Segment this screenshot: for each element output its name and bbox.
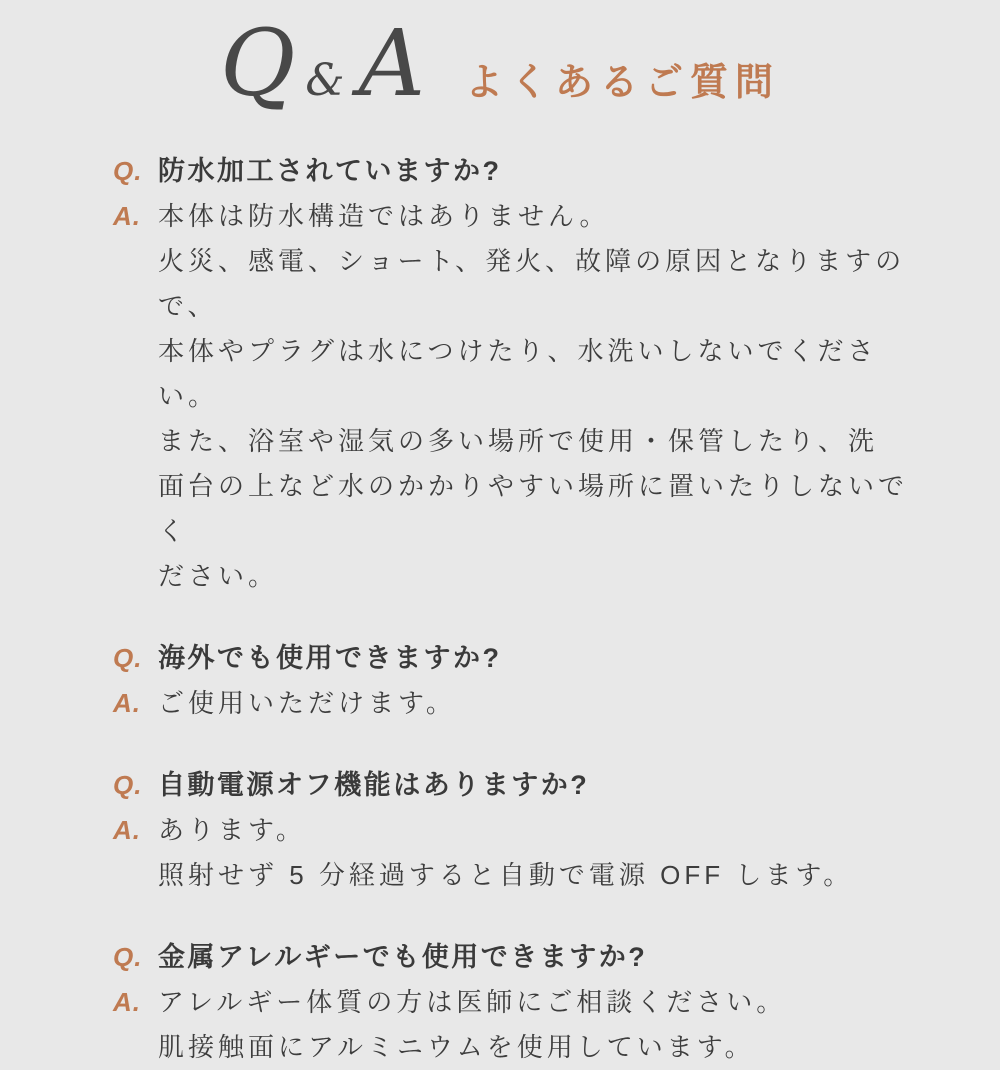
question-row — [113, 935, 930, 980]
question-text: 金属アレルギーでも使用できますか? — [158, 941, 648, 972]
qa-script-title — [219, 10, 430, 117]
answer-line: ださい。 — [158, 560, 279, 591]
answer-lines — [158, 808, 930, 898]
script-ampersand: & — [305, 55, 349, 106]
faq-list — [0, 149, 1000, 1070]
script-letter-q: Q — [219, 10, 300, 117]
question-label: Q. — [113, 642, 143, 673]
answer-row — [113, 980, 930, 1070]
answer-line: 火災、感電、ショート、発火、故障の原因となりますので、 — [158, 245, 906, 321]
answer-line: 肌接触面にアルミニウムを使用しています。 — [158, 1031, 755, 1062]
answer-row — [113, 808, 930, 898]
faq-item — [113, 636, 930, 726]
question-row — [113, 763, 930, 808]
question-row — [113, 636, 930, 681]
answer-row — [113, 681, 930, 726]
answer-line: 面台の上など水のかかりやすい場所に置いたりしないでく — [158, 470, 909, 546]
answer-line: 本体やプラグは水につけたり、水洗いしないでください。 — [158, 335, 878, 411]
section-title: よくあるご質問 — [465, 62, 781, 104]
faq-item — [113, 763, 930, 898]
answer-label: A. — [113, 814, 141, 845]
script-letter-a: A — [358, 10, 430, 117]
faq-item — [113, 935, 930, 1070]
question-row — [113, 149, 930, 194]
answer-label: A. — [113, 200, 141, 231]
section-header — [0, 0, 1000, 117]
answer-line: アレルギー体質の方は医師にご相談ください。 — [158, 986, 787, 1017]
answer-line: ご使用いただけます。 — [158, 687, 456, 718]
question-text: 防水加工されていますか? — [158, 155, 502, 186]
question-label: Q. — [113, 769, 143, 800]
question-label: Q. — [113, 941, 143, 972]
question-label: Q. — [113, 155, 143, 186]
answer-lines — [158, 980, 930, 1070]
answer-label: A. — [113, 986, 141, 1017]
answer-line: 本体は防水構造ではありません。 — [158, 200, 610, 231]
answer-line: また、浴室や湿気の多い場所で使用・保管したり、洗 — [158, 425, 879, 456]
answer-label: A. — [113, 687, 141, 718]
question-text: 自動電源オフ機能はありますか? — [158, 769, 590, 800]
answer-line: あります。 — [158, 814, 306, 845]
question-text: 海外でも使用できますか? — [158, 642, 502, 673]
answer-line: 照射せず 5 分経過すると自動で電源 OFF します。 — [158, 859, 854, 890]
answer-lines — [158, 194, 930, 599]
answer-lines — [158, 681, 930, 726]
faq-item — [113, 149, 930, 599]
answer-row — [113, 194, 930, 599]
